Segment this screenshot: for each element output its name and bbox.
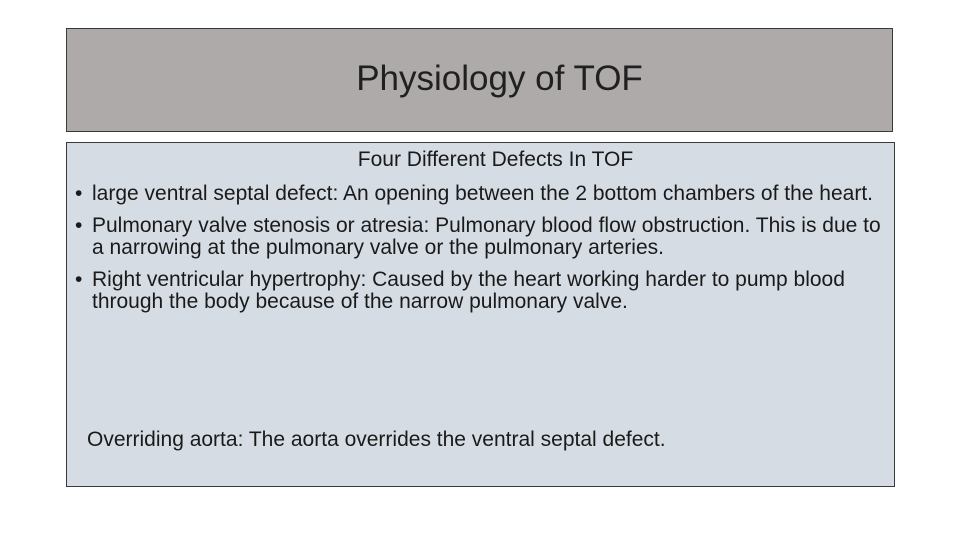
slide-title: Physiology of TOF <box>356 59 643 98</box>
content-heading: Four Different Defects In TOF <box>357 148 634 171</box>
bullet-text: large ventral septal defect: An opening between the 2 bottom chambers of the heart. <box>92 182 873 205</box>
overriding-aorta-line: Overriding aorta: The aorta overrides the ventral septal defect. <box>87 428 666 451</box>
defect-list <box>75 183 888 323</box>
list-item <box>75 215 888 259</box>
bullet-marker: • <box>75 268 83 291</box>
content-box <box>66 142 895 487</box>
list-item <box>75 269 888 313</box>
bullet-text: Pulmonary valve stenosis or atresia: Pulmonary blood flow obstruction. This is due to a narrowing at the pulmonary valve or the pulmonary arteries. <box>92 214 881 259</box>
bullet-marker: • <box>75 214 83 237</box>
list-item <box>75 183 888 205</box>
bullet-text: Right ventricular hypertrophy: Caused by the heart working harder to pump blood through the body because of the narrow pulmonary valve. <box>92 268 845 313</box>
bullet-marker: • <box>75 182 83 205</box>
title-box <box>66 28 893 132</box>
